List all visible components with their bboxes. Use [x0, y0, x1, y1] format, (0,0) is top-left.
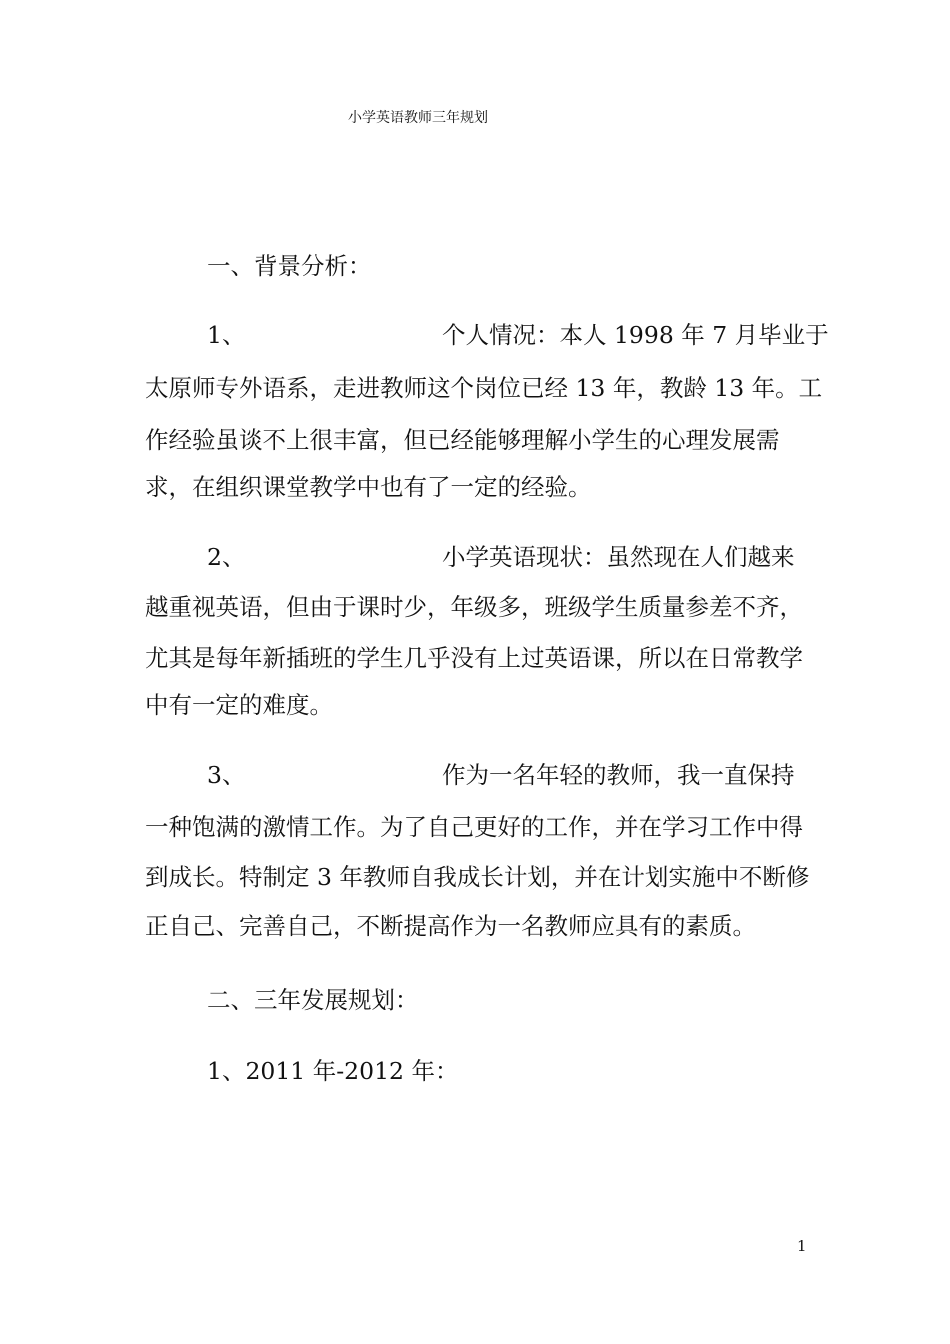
item-1-line-3: 作经验虽谈不上很丰富，但已经能够理解小学生的心理发展需 — [145, 426, 780, 454]
item-2-line-1: 小学英语现状：虽然现在人们越来 — [442, 543, 795, 571]
plan-subheading-2011-2012: 1、2011 年-2012 年： — [207, 1057, 459, 1085]
item-3-line-2: 一种饱满的激情工作。为了自己更好的工作，并在学习工作中得 — [145, 813, 803, 841]
item-2-number: 2、 — [207, 543, 246, 571]
item-2-line-2: 越重视英语，但由于课时少，年级多，班级学生质量参差不齐， — [145, 593, 803, 621]
item-1-number: 1、 — [207, 321, 246, 349]
item-3-number: 3、 — [207, 761, 246, 789]
item-2-line-3: 尤其是每年新插班的学生几乎没有上过英语课，所以在日常教学 — [145, 644, 803, 672]
page-number: 1 — [797, 1237, 807, 1255]
item-3-line-3: 到成长。特制定 3 年教师自我成长计划，并在计划实施中不断修 — [145, 863, 810, 891]
item-1-line-4: 求，在组织课堂教学中也有了一定的经验。 — [145, 473, 592, 501]
section-heading-plan: 二、三年发展规划： — [207, 986, 419, 1014]
document-header-title: 小学英语教师三年规划 — [348, 110, 488, 126]
item-1-line-1: 个人情况：本人 1998 年 7 月毕业于 — [442, 321, 829, 349]
item-3-line-1: 作为一名年轻的教师，我一直保持 — [442, 761, 795, 789]
item-1-line-2: 太原师专外语系，走进教师这个岗位已经 13 年，教龄 13 年。工 — [145, 374, 823, 402]
item-3-line-4: 正自己、完善自己，不断提高作为一名教师应具有的素质。 — [145, 912, 756, 940]
item-2-line-4: 中有一定的难度。 — [145, 691, 333, 719]
section-heading-background: 一、背景分析： — [207, 252, 372, 280]
